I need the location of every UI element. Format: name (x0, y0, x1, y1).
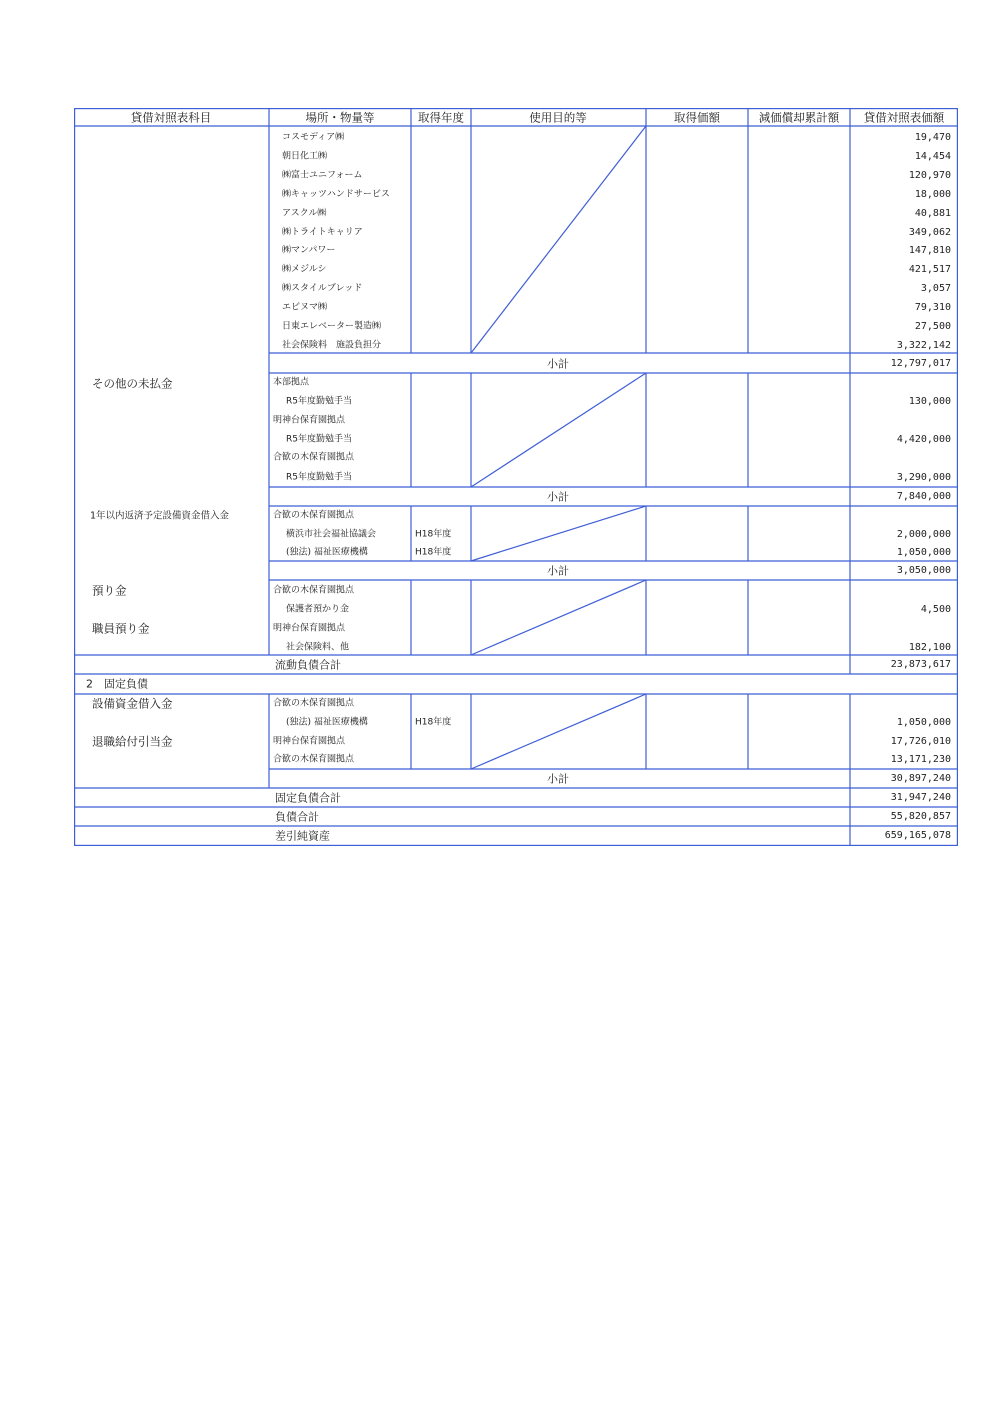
subtotal-value: 7,840,000 (896, 491, 951, 502)
item-name: ㈱キャッツハンドサービス (282, 189, 390, 200)
item-value: 349,062 (908, 227, 951, 238)
loan-due-label: 1年以内返済予定設備資金借入金 (90, 510, 230, 522)
row-text: 合歓の木保育園拠点 (273, 754, 355, 765)
row-text: R5年度勤勉手当 (286, 396, 352, 407)
row-value: 1,050,000 (896, 717, 951, 728)
fixed-liabilities-total-label: 固定負債合計 (275, 791, 341, 805)
row-text: 社会保険料、他 (286, 642, 350, 653)
liabilities-total-value: 55,820,857 (890, 811, 951, 822)
item-name: ㈱マンパワー (282, 245, 336, 256)
item-value: 18,000 (914, 189, 951, 200)
subtotal-label: 小計 (547, 357, 569, 371)
row-value: 3,290,000 (896, 472, 951, 483)
table-grid-lines (74, 108, 958, 846)
item-name: コスモディア㈱ (282, 132, 345, 143)
header-purpose: 使用目的等 (529, 110, 587, 125)
header-account: 貸借対照表科目 (130, 110, 212, 125)
subtotal-value: 12,797,017 (890, 358, 951, 369)
deposits-label: 預り金 (92, 583, 127, 598)
header-cost: 取得価額 (674, 110, 720, 125)
header-depreciation: 減価償却累計額 (758, 110, 840, 125)
row-text: 合歓の木保育園拠点 (273, 452, 355, 463)
row-text: 明神台保育園拠点 (273, 736, 346, 747)
item-value: 3,322,142 (896, 340, 951, 351)
row-text: 本部拠点 (273, 377, 310, 388)
item-value: 19,470 (914, 132, 951, 143)
item-value: 40,881 (914, 208, 951, 219)
item-name: 社会保険料 施設負担分 (282, 340, 382, 351)
item-value: 27,500 (914, 321, 951, 332)
row-text: 明神台保育園拠点 (273, 415, 346, 426)
header-book-value: 貸借対照表価額 (863, 110, 945, 125)
subtotal-label: 小計 (547, 564, 569, 578)
row-text: 横浜市社会福祉協議会 (286, 529, 377, 540)
row-text: R5年度勤勉手当 (286, 472, 352, 483)
row-value: 130,000 (908, 396, 951, 407)
fixed-liabilities-total-value: 31,947,240 (890, 792, 951, 803)
header-year: 取得年度 (418, 110, 464, 125)
net-assets-value: 659,165,078 (884, 830, 951, 841)
subtotal-label: 小計 (547, 490, 569, 504)
item-value: 147,810 (908, 245, 951, 256)
row-text: R5年度勤勉手当 (286, 434, 352, 445)
item-value: 14,454 (914, 151, 951, 162)
retirement-label: 退職給付引当金 (92, 734, 173, 749)
item-name: ㈱メジルシ (282, 264, 327, 275)
current-liabilities-total-value: 23,873,617 (890, 659, 951, 670)
balance-sheet-detail-table (74, 108, 958, 846)
item-value: 120,970 (908, 170, 951, 181)
row-value: 13,171,230 (890, 754, 951, 765)
subtotal-label: 小計 (547, 772, 569, 786)
row-year: H18年度 (415, 717, 452, 728)
header-location: 場所・物量等 (305, 110, 375, 125)
item-name: エビヌマ㈱ (282, 302, 328, 313)
item-value: 3,057 (920, 283, 951, 294)
row-value: 17,726,010 (890, 736, 951, 747)
row-value: 2,000,000 (896, 529, 951, 540)
liabilities-total-label: 負債合計 (275, 810, 319, 824)
other-payables-label: その他の未払金 (92, 376, 173, 391)
item-name: ㈱トライトキャリア (282, 227, 363, 238)
item-name: 朝日化工㈱ (282, 151, 328, 162)
item-name: ㈱富士ユニフォーム (282, 170, 363, 181)
row-value: 182,100 (908, 642, 951, 653)
row-value: 4,500 (920, 604, 951, 615)
item-name: アスクル㈱ (282, 208, 327, 219)
row-text: 合歓の木保育園拠点 (273, 698, 355, 709)
item-value: 79,310 (914, 302, 951, 313)
row-text: 明神台保育園拠点 (273, 623, 346, 634)
current-liabilities-total-label: 流動負債合計 (275, 658, 341, 672)
row-text: 合歓の木保育園拠点 (273, 585, 355, 596)
item-value: 421,517 (908, 264, 951, 275)
equipment-loan-label: 設備資金借入金 (92, 696, 173, 711)
row-value: 1,050,000 (896, 547, 951, 558)
row-text: 合歓の木保育園拠点 (273, 510, 355, 521)
row-text: 保護者預かり金 (286, 604, 350, 615)
staff-deposits-label: 職員預り金 (92, 621, 150, 636)
row-value: 4,420,000 (896, 434, 951, 445)
row-text: (独法) 福祉医療機構 (286, 717, 368, 728)
row-text: (独法) 福祉医療機構 (286, 547, 368, 558)
net-assets-label: 差引純資産 (275, 829, 330, 843)
subtotal-value: 30,897,240 (890, 773, 951, 784)
item-name: 日東エレベーター製造㈱ (282, 321, 382, 332)
subtotal-value: 3,050,000 (896, 565, 951, 576)
fixed-liabilities-heading: 2 固定負債 (86, 677, 148, 691)
row-year: H18年度 (415, 529, 452, 540)
row-year: H18年度 (415, 547, 452, 558)
item-name: ㈱スタイルブレッド (282, 283, 363, 294)
